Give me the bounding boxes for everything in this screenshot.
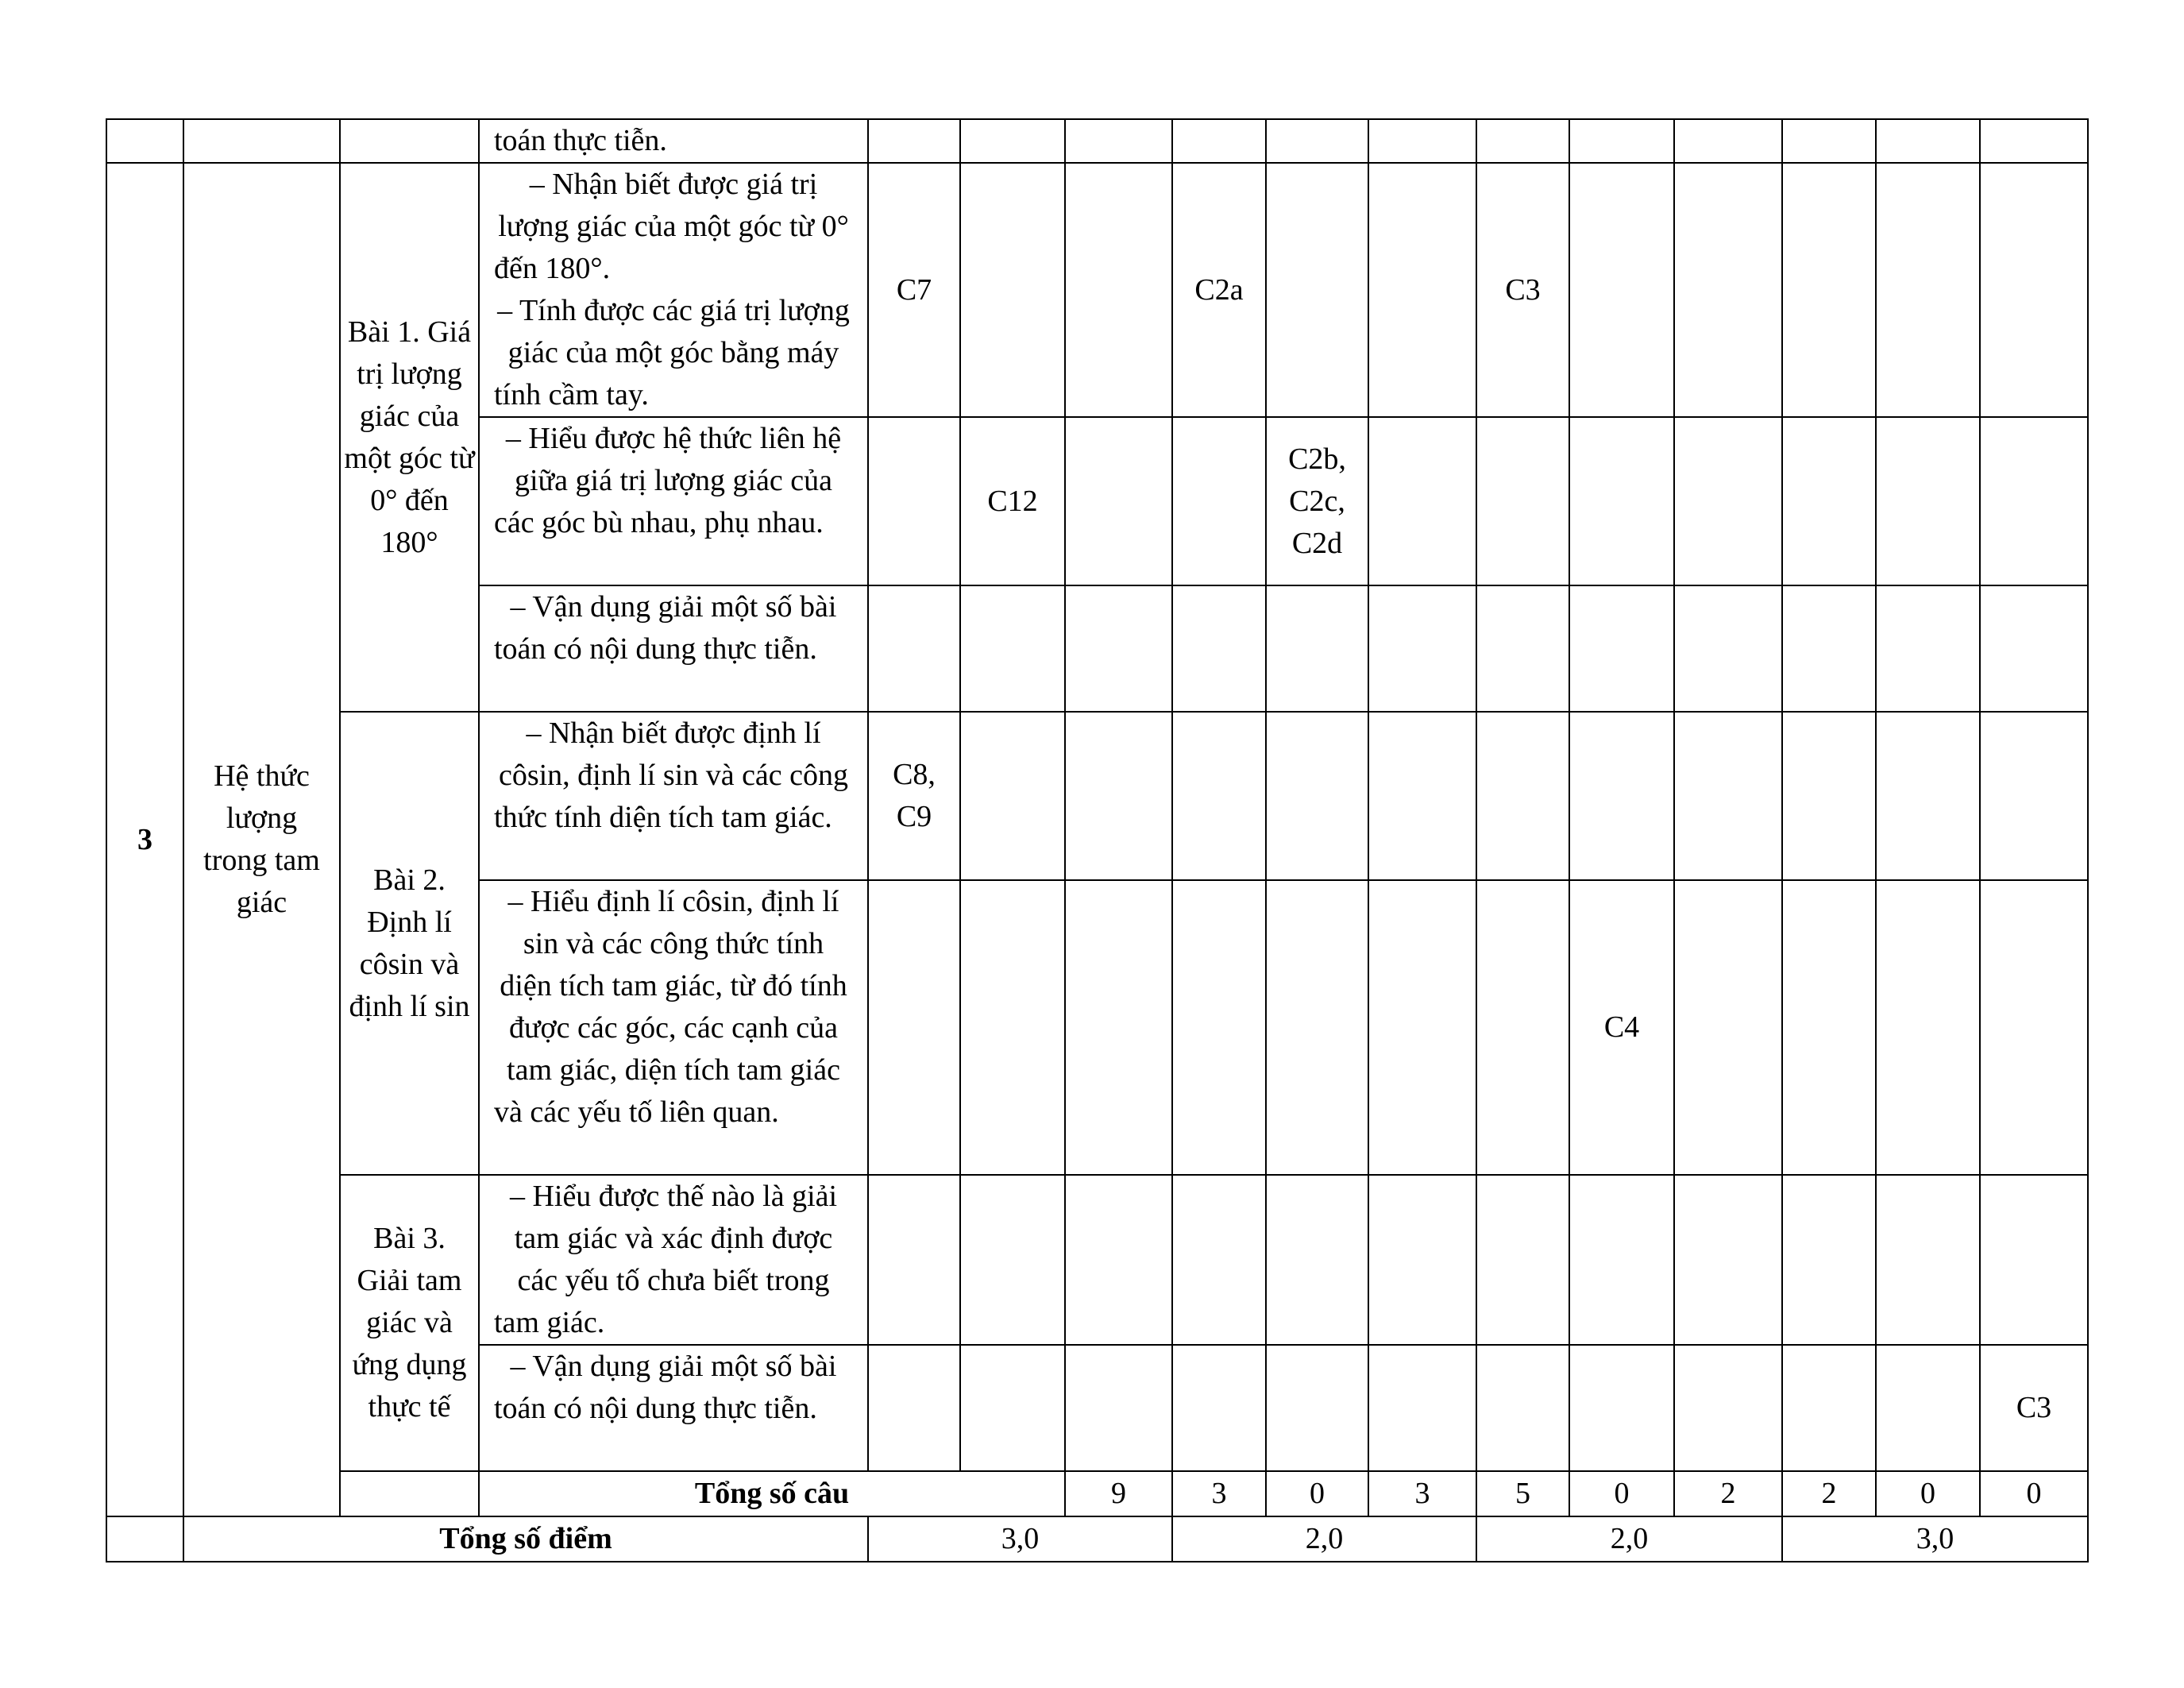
question-cell xyxy=(868,585,960,712)
question-cell xyxy=(1476,1345,1569,1471)
points-cell: 3,0 xyxy=(1782,1516,2088,1562)
question-cell xyxy=(1172,1175,1266,1345)
question-cell: C3 xyxy=(1476,163,1569,417)
question-cell xyxy=(1266,585,1368,712)
requirement-cell xyxy=(479,163,868,417)
question-cell xyxy=(1980,880,2088,1175)
question-cell xyxy=(1172,880,1266,1175)
question-cell xyxy=(1266,163,1368,417)
total-cell: 2 xyxy=(1782,1471,1876,1516)
question-cell xyxy=(1569,1175,1674,1345)
total-cell: 3 xyxy=(1368,1471,1476,1516)
table-row xyxy=(106,163,2088,417)
question-cell xyxy=(1674,417,1782,585)
total-cell: 0 xyxy=(1980,1471,2088,1516)
question-cell xyxy=(1172,712,1266,880)
total-cell: 0 xyxy=(1569,1471,1674,1516)
question-cell xyxy=(1476,585,1569,712)
requirement-text: – Vận dụng giải một số bài toán có nội dung thực tiễn. xyxy=(494,1350,837,1425)
total-cell: 0 xyxy=(1876,1471,1980,1516)
question-cell xyxy=(1065,163,1172,417)
question-cell xyxy=(1065,585,1172,712)
total-cell: 2 xyxy=(1674,1471,1782,1516)
question-cell xyxy=(1876,585,1980,712)
requirement-text: – Tính được các giá trị lượng giác của một góc bằng máy tính cầm tay. xyxy=(494,294,850,411)
question-cell xyxy=(1368,880,1476,1175)
total-questions-row xyxy=(106,1471,2088,1516)
question-cell xyxy=(1782,163,1876,417)
question-cell xyxy=(1674,1345,1782,1471)
question-cell xyxy=(1674,163,1782,417)
question-cell xyxy=(1172,585,1266,712)
question-cell xyxy=(960,585,1065,712)
question-cell: C7 xyxy=(868,163,960,417)
question-cell xyxy=(1065,880,1172,1175)
total-cell: 9 xyxy=(1065,1471,1172,1516)
question-cell xyxy=(1569,1345,1674,1471)
question-cell xyxy=(1065,1175,1172,1345)
question-cell: C4 xyxy=(1569,880,1674,1175)
section-number: 3 xyxy=(106,163,183,1516)
points-cell: 2,0 xyxy=(1172,1516,1476,1562)
question-cell xyxy=(1368,585,1476,712)
question-cell xyxy=(1782,880,1876,1175)
question-cell xyxy=(1266,712,1368,880)
total-questions-label: Tổng số câu xyxy=(479,1471,1065,1516)
question-cell xyxy=(1782,1345,1876,1471)
question-cell xyxy=(1674,880,1782,1175)
question-cell: C8, C9 xyxy=(868,712,960,880)
question-cell xyxy=(1782,712,1876,880)
requirement-text: – Hiểu được thế nào là giải tam giác và xác định được các yếu tố chưa biết trong tam giác. xyxy=(494,1180,838,1339)
question-cell xyxy=(1569,712,1674,880)
question-cell: C3 xyxy=(1980,1345,2088,1471)
question-cell xyxy=(1980,1175,2088,1345)
question-cell xyxy=(1782,417,1876,585)
question-cell xyxy=(1876,163,1980,417)
empty-cell xyxy=(106,1516,183,1562)
question-cell xyxy=(1876,880,1980,1175)
lesson-name: Bài 3. Giải tam giác và ứng dụng thực tế xyxy=(340,1175,479,1471)
question-cell: C2a xyxy=(1172,163,1266,417)
lesson-name: Bài 2. Định lí côsin và định lí sin xyxy=(340,712,479,1175)
question-cell xyxy=(868,417,960,585)
requirement-text: – Nhận biết được định lí côsin, định lí sin và các công thức tính diện tích tam giác. xyxy=(494,717,849,834)
points-cell: 3,0 xyxy=(868,1516,1172,1562)
question-cell xyxy=(960,1345,1065,1471)
question-cell xyxy=(1980,585,2088,712)
question-cell xyxy=(1476,880,1569,1175)
question-cell xyxy=(1876,417,1980,585)
question-cell xyxy=(1980,417,2088,585)
question-cell xyxy=(868,880,960,1175)
requirement-cell xyxy=(479,119,868,163)
question-cell xyxy=(1876,1345,1980,1471)
question-cell xyxy=(868,1345,960,1471)
empty-cell xyxy=(340,1471,479,1516)
question-cell xyxy=(1368,712,1476,880)
question-cell xyxy=(1782,1175,1876,1345)
question-cell xyxy=(1065,417,1172,585)
question-cell xyxy=(1172,1345,1266,1471)
total-cell: 0 xyxy=(1266,1471,1368,1516)
question-cell xyxy=(1674,1175,1782,1345)
question-cell xyxy=(1980,712,2088,880)
question-cell xyxy=(1782,585,1876,712)
question-cell xyxy=(1569,163,1674,417)
question-cell xyxy=(1674,585,1782,712)
empty-cell xyxy=(340,119,479,163)
total-points-row xyxy=(106,1516,2088,1562)
question-cell xyxy=(960,1175,1065,1345)
question-cell xyxy=(960,163,1065,417)
requirement-text: – Hiểu định lí côsin, định lí sin và các công thức tính diện tích tam giác, từ đó tính được các góc, các cạnh của tam giác, diện tích tam giác và các yếu tố liên quan. xyxy=(494,885,847,1129)
table-row xyxy=(106,119,2088,163)
requirement-cell xyxy=(479,1345,868,1471)
requirement-text: – Vận dụng giải một số bài toán có nội dung thực tiễn. xyxy=(494,590,837,666)
question-cell xyxy=(1172,417,1266,585)
requirement-cell xyxy=(479,1175,868,1345)
total-cell: 5 xyxy=(1476,1471,1569,1516)
requirement-cell xyxy=(479,880,868,1175)
requirement-text: – Hiểu được hệ thức liên hệ giữa giá trị lượng giác của các góc bù nhau, phụ nhau. xyxy=(494,422,842,539)
empty-cell xyxy=(106,119,183,163)
table-row xyxy=(106,1175,2088,1345)
question-cell xyxy=(1674,712,1782,880)
empty-cell xyxy=(183,119,340,163)
question-cell xyxy=(1476,712,1569,880)
question-cell xyxy=(1266,880,1368,1175)
requirement-cell xyxy=(479,712,868,880)
question-cell xyxy=(1368,163,1476,417)
requirement-text: toán thực tiễn. xyxy=(494,124,667,157)
total-points-label: Tổng số điểm xyxy=(183,1516,868,1562)
question-cell xyxy=(1980,163,2088,417)
question-cell xyxy=(1266,1175,1368,1345)
requirement-cell xyxy=(479,585,868,712)
question-cell xyxy=(1368,1175,1476,1345)
question-cell xyxy=(1876,1175,1980,1345)
question-cell xyxy=(1065,712,1172,880)
question-cell xyxy=(1876,712,1980,880)
question-cell xyxy=(960,712,1065,880)
question-cell xyxy=(1266,1345,1368,1471)
total-cell: 3 xyxy=(1172,1471,1266,1516)
question-cell xyxy=(1368,417,1476,585)
lesson-name: Bài 1. Giá trị lượng giác của một góc từ 0° đến 180° xyxy=(340,163,479,712)
question-cell xyxy=(960,880,1065,1175)
question-cell xyxy=(868,1175,960,1345)
question-cell xyxy=(1065,1345,1172,1471)
table-row xyxy=(106,712,2088,880)
question-cell xyxy=(1569,417,1674,585)
topic-name: Hệ thức lượng trong tam giác xyxy=(183,163,340,1516)
requirement-cell xyxy=(479,417,868,585)
question-cell: C2b, C2c, C2d xyxy=(1266,417,1368,585)
question-cell xyxy=(1569,585,1674,712)
question-cell: C12 xyxy=(960,417,1065,585)
question-cell xyxy=(1368,1345,1476,1471)
points-cell: 2,0 xyxy=(1476,1516,1782,1562)
requirement-text: – Nhận biết được giá trị lượng giác của một góc từ 0° đến 180°. xyxy=(494,168,849,285)
question-cell xyxy=(1476,1175,1569,1345)
matrix-body xyxy=(106,119,2088,1562)
question-cell xyxy=(1476,417,1569,585)
assessment-matrix-table xyxy=(106,118,2089,1562)
